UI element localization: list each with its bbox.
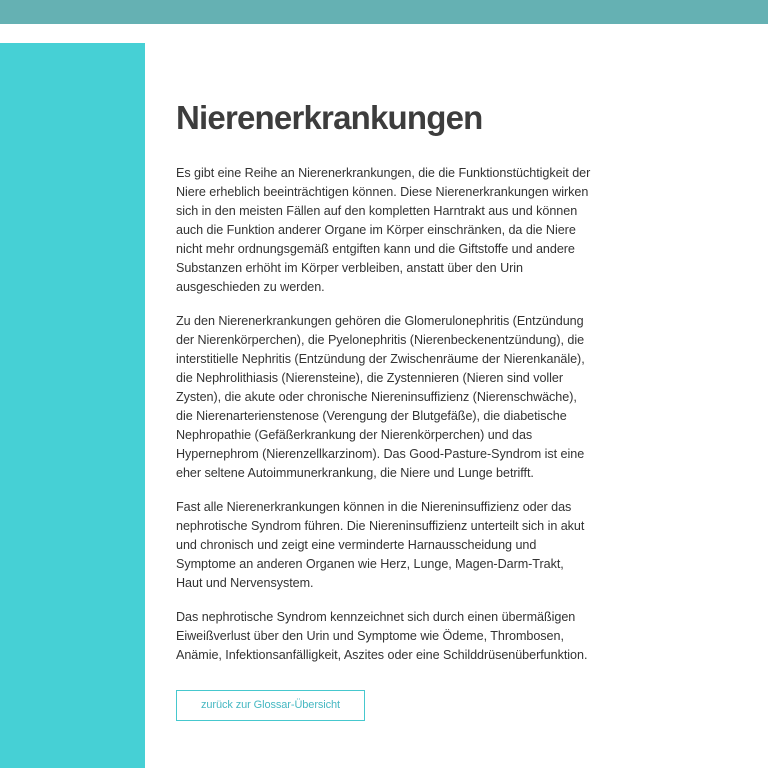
paragraph-diseases: Zu den Nierenerkrankungen gehören die Glomerulonephritis (Entzündung der Nierenkörperchen), die Pyelonephritis (Nierenbeckenentzündung), die interstitielle Nephritis (Entzündung der Zwischenräume der Nierenkanäle), die Nephrolithiasis (Nierensteine), die Zystennieren (Nieren sind voller Zysten), die akute oder chronische Niereninsuffizienz (Nierenschwäche), die Nierenarterienstenose (Verengung der Blutgefäße), die diabetische Nephropathie (Gefäßerkrankung der Nierenkörperchen) und das Hypernephrom (Nierenzellkarzinom). Das Good-Pasture-Syndrom ist eine eher seltene Autoimmunerkrankung, die Niere und Lunge betrifft. xyxy=(176,314,585,480)
main-content xyxy=(176,92,592,721)
sidebar xyxy=(0,43,145,768)
paragraph-nephrotic-syndrome: Das nephrotische Syndrom kennzeichnet sich durch einen übermäßigen Eiweißverlust über den Urin und Symptome wie Ödeme, Thrombosen, Anämie, Infektionsanfälligkeit, Aszites oder eine Schilddrüsenüberfunktion. xyxy=(176,610,588,662)
paragraph-insufficiency: Fast alle Nierenerkrankungen können in die Niereninsuffizienz oder das nephrotische Syndrom führen. Die Niereninsuffizienz unterteilt sich in akut und chronisch und zeigt eine verminderte Harnausscheidung und Symptome an anderen Organen wie Herz, Lunge, Magen-Darm-Trakt, Haut und Nervensystem. xyxy=(176,500,585,590)
paragraph-intro: Es gibt eine Reihe an Nierenerkrankungen, die die Funktionstüchtigkeit der Niere erheblich beeinträchtigen können. Diese Nierenerkrankungen wirken sich in den meisten Fällen auf den kompletten Harntrakt aus und können auch die Funktion anderer Organe im Körper einschränken, da die Niere nicht mehr ordnungsgemäß entgiften kann und die Giftstoffe und andere Substanzen erhöht im Körper verbleiben, anstatt über den Urin ausgeschieden zu werden. xyxy=(176,166,591,294)
top-bar xyxy=(0,0,768,24)
back-to-glossary-button[interactable]: zurück zur Glossar-Übersicht xyxy=(176,690,365,721)
page-title: Nierenerkrankungen xyxy=(176,99,483,136)
